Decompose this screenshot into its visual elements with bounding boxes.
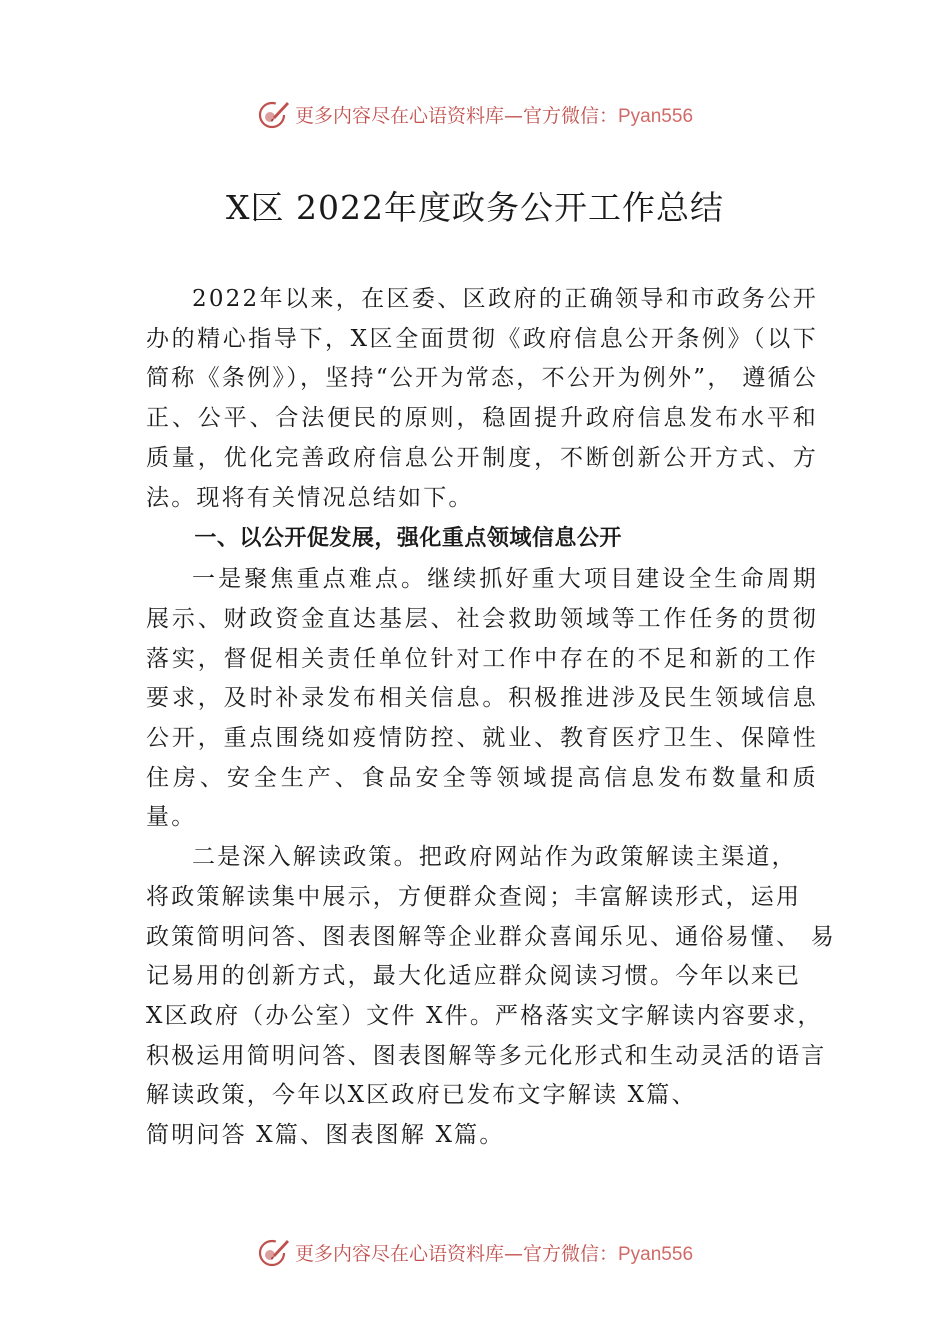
- para2-line: 记易用的创新方式，最大化适应群众阅读习惯。今年以来已: [146, 963, 802, 990]
- para2-line: 二是深入解读政策。把政府网站作为政策解读主渠道，: [192, 844, 797, 871]
- para2-line: 积极运用简明问答、图表图解等多元化形式和生动灵活的语言: [146, 1042, 827, 1069]
- watermark-text: 更多内容尽在心语资料库—官方微信：Pyan556: [294, 104, 694, 127]
- intro-paragraph: 2022年以来，在区委、区政府的正确领导和市政务公开办的精心指导下，X区全面贯彻《政府信息公开条例》（以下简称《条例》），坚持“公开为常态，不公开为例外”， 遵循公正、公平、合法便民的原则，稳固提升政府信息发布水平和质量，优化完善政府信息公开制度，不断创新公开方式、方法。现将有关情况总结如下。: [146, 286, 818, 511]
- document-body: [146, 280, 836, 1156]
- para2-line: 简明问答 X篇、图表图解 X篇。: [146, 1122, 505, 1149]
- ink-brush-logo-icon: [257, 97, 291, 131]
- para2-line: 将政策解读集中展示，方便群众查阅；丰富解读形式，运用: [146, 883, 802, 910]
- watermark-text: 更多内容尽在心语资料库—官方微信：Pyan556: [294, 1242, 694, 1265]
- watermark-footer: [0, 1234, 950, 1270]
- ink-brush-logo-icon: [257, 1235, 291, 1269]
- section1-paragraph-2: [146, 838, 836, 1156]
- document-title: X区 2022年度政务公开工作总结: [226, 188, 724, 227]
- section-heading-1: 一、以公开促发展，强化重点领域信息公开: [194, 526, 622, 552]
- para2-line: X区政府（办公室）文件 X件。严格落实文字解读内容要求，: [146, 1002, 823, 1029]
- section1-paragraph-1: 一是聚焦重点难点。继续抓好重大项目建设全生命周期展示、财政资金直达基层、社会救助领域等工作任务的贯彻落实，督促相关责任单位针对工作中存在的不足和新的工作要求，及时补录发布相关信息。积极推进涉及民生领域信息公开，重点围绕如疫情防控、就业、教育医疗卫生、保障性住房、安全生产、食品安全等领域提高信息发布数量和质量。: [146, 566, 818, 831]
- para2-line: 政策简明问答、图表图解等企业群众喜闻乐见、通俗易懂、 易: [146, 923, 836, 950]
- para2-line: 解读政策，今年以X区政府已发布文字解读 X篇、: [146, 1082, 697, 1109]
- watermark-header: [0, 96, 950, 132]
